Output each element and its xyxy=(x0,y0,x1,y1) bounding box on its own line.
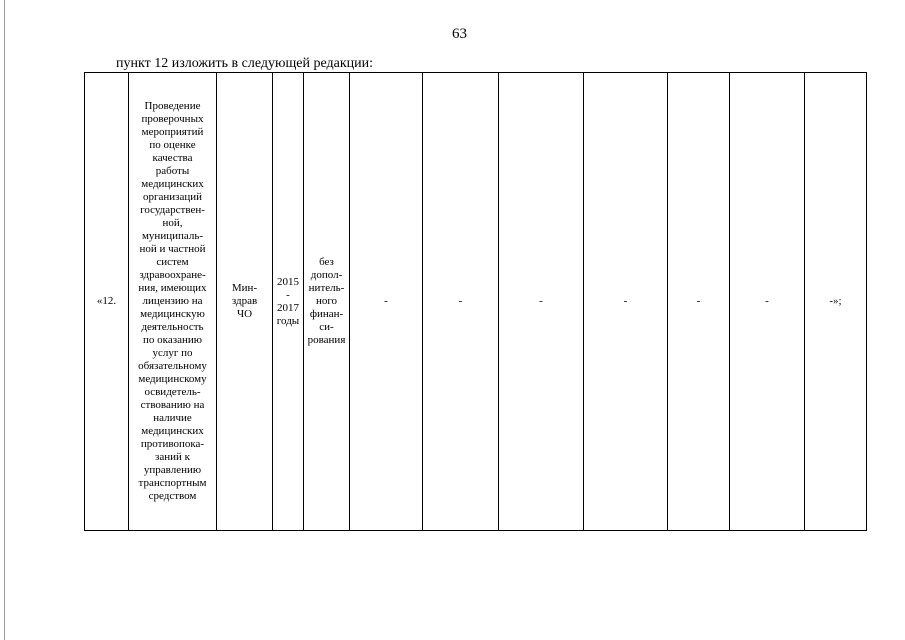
page-number: 63 xyxy=(452,26,467,42)
item-value-cell: - xyxy=(423,73,499,531)
item-value-cell: - xyxy=(668,73,730,531)
description-line: Проведение xyxy=(144,100,201,112)
item-last-cell: -»; xyxy=(805,73,867,531)
description-line: по оценке xyxy=(149,139,196,151)
description-line: ной и частной xyxy=(139,243,206,255)
description-line: деятельность xyxy=(141,321,204,333)
description-line: медицинскому xyxy=(138,373,207,385)
item-description xyxy=(129,73,217,531)
item-number: «12. xyxy=(85,73,129,531)
description-line: государствен- xyxy=(140,204,205,216)
description-line: работы xyxy=(155,165,190,177)
description-line: обязательному xyxy=(138,360,207,372)
description-line: услуг по xyxy=(152,347,193,359)
description-line: заний к xyxy=(155,451,190,463)
description-line: транспортным xyxy=(138,477,207,489)
description-line: средством xyxy=(148,490,197,502)
description-line: ной, xyxy=(162,217,183,229)
description-line: освидетель- xyxy=(144,386,201,398)
financing-line: рования xyxy=(307,334,346,346)
financing-line: нитель- xyxy=(308,282,345,294)
amendment-table xyxy=(84,72,867,531)
description-line: по оказанию xyxy=(143,334,202,346)
description-line: проверочных xyxy=(141,113,204,125)
description-line: медицинскую xyxy=(140,308,205,320)
period-line: - xyxy=(286,288,290,301)
description-line: противопока- xyxy=(140,438,205,450)
description-line: качества xyxy=(152,152,193,164)
page-left-edge xyxy=(4,0,5,640)
period-line: 2015 xyxy=(277,275,299,288)
description-line: управлению xyxy=(143,464,202,476)
financing-line: допол- xyxy=(310,269,343,281)
executor-line: здрав xyxy=(231,295,258,307)
description-line: медицинских xyxy=(141,425,204,437)
item-value-cell: - xyxy=(350,73,423,531)
description-line: ния, имеющих xyxy=(138,282,207,294)
description-line: мероприятий xyxy=(141,126,204,138)
financing-line: без xyxy=(319,256,334,268)
item-executor xyxy=(217,73,273,531)
item-financing xyxy=(304,73,350,531)
financing-line: финан- xyxy=(309,308,344,320)
description-line: наличие xyxy=(153,412,192,424)
description-line: здравоохране- xyxy=(139,269,206,281)
description-line: муниципаль- xyxy=(141,230,204,242)
financing-line: си- xyxy=(319,321,334,333)
description-line: организаций xyxy=(142,191,203,203)
amendment-intro: пункт 12 изложить в следующей редакции: xyxy=(116,56,373,71)
description-line: лицензию на xyxy=(142,295,203,307)
financing-line: ного xyxy=(315,295,338,307)
period-line: 2017 xyxy=(277,301,299,314)
executor-line: Мин- xyxy=(231,282,258,294)
item-value-cell: - xyxy=(499,73,584,531)
description-line: систем xyxy=(156,256,189,268)
item-value-cell: - xyxy=(584,73,668,531)
description-line: медицинских xyxy=(141,178,204,190)
period-line: годы xyxy=(276,314,300,327)
description-line: ствованию на xyxy=(140,399,205,411)
executor-line: ЧО xyxy=(236,308,253,320)
item-period xyxy=(273,73,304,531)
table-row xyxy=(85,73,867,531)
item-value-cell: - xyxy=(730,73,805,531)
